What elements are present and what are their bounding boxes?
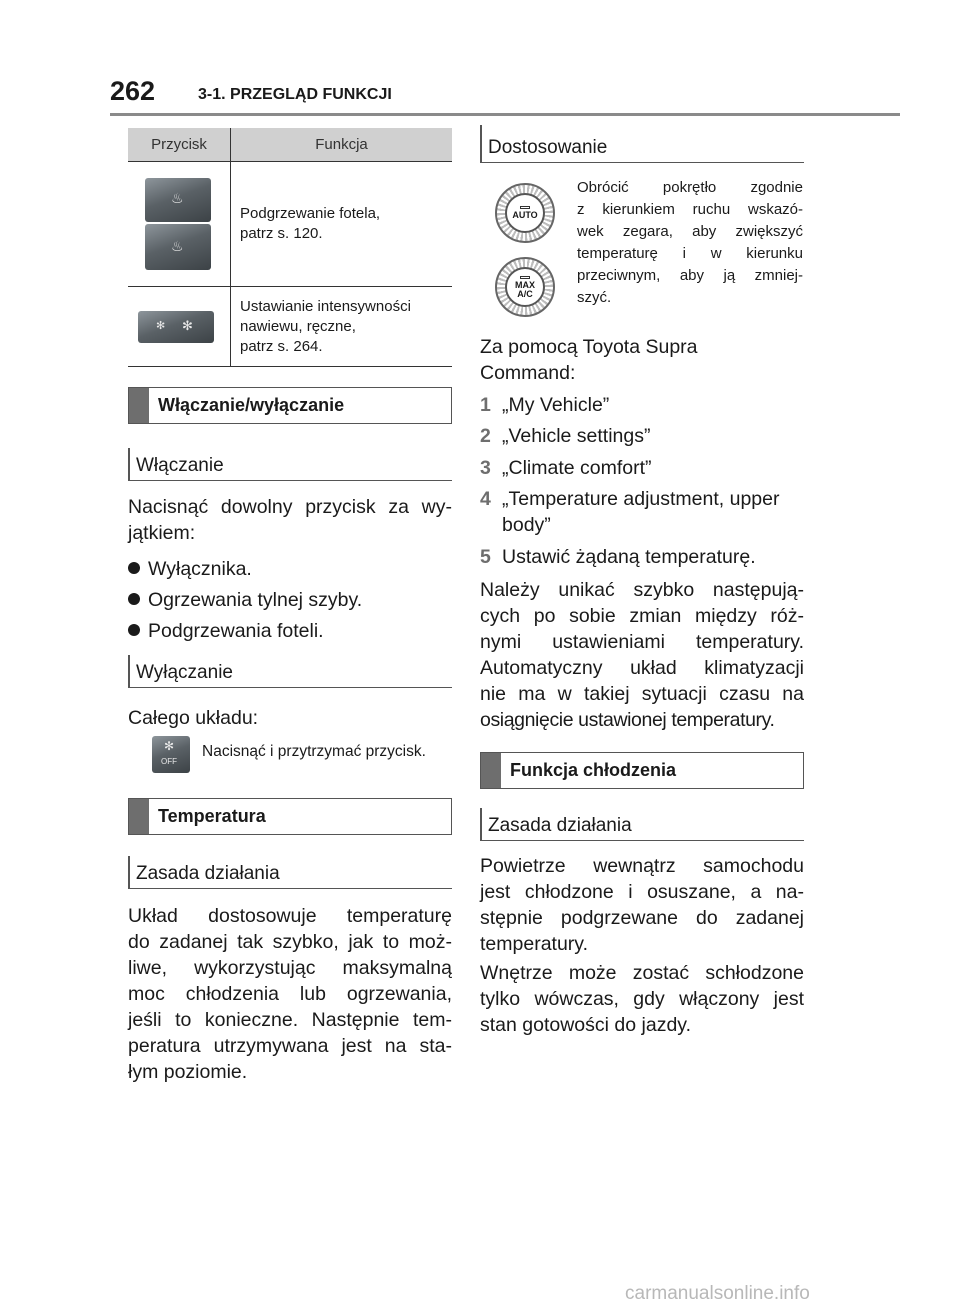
text-line: jeśli to konieczne. Następnie tem- xyxy=(128,1009,452,1031)
text-line: jest chłodzone i osuszane, a na- xyxy=(480,881,804,903)
row2-text-line2: nawiewu, ręczne, xyxy=(240,317,356,335)
seat-heat-icon: ♨ xyxy=(171,238,184,254)
step-text: „Temperature adjustment, upper xyxy=(502,488,780,510)
row1-text-line2: patrz s. 120. xyxy=(240,225,323,242)
ac-label: A/C xyxy=(517,288,533,299)
text-line: cych po sobie zmian między róż- xyxy=(480,605,804,627)
step-item xyxy=(480,455,652,481)
table-header-button: Przycisk xyxy=(128,128,231,161)
led-indicator xyxy=(520,276,530,279)
off-subheading: Wyłączanie xyxy=(128,655,452,688)
adjust-subheading: Dostosowanie xyxy=(480,125,804,163)
heading-bar xyxy=(481,753,501,788)
temperature-heading xyxy=(128,798,452,835)
auto-label: AUTO xyxy=(512,210,538,220)
bullet-dot xyxy=(128,593,140,605)
onoff-heading-text: Włączanie/wyłączanie xyxy=(158,395,345,415)
on-line2: jątkiem: xyxy=(128,522,196,544)
on-paragraph xyxy=(128,494,452,546)
text-line: Powietrze wewnątrz samochodu xyxy=(480,855,804,877)
led-indicator xyxy=(520,206,530,209)
step-text: „Climate comfort” xyxy=(502,457,652,479)
step-number: 2 xyxy=(480,425,491,447)
text-line: łym poziomie. xyxy=(128,1061,248,1083)
bullet-item xyxy=(128,587,362,613)
table-row xyxy=(128,162,452,287)
text-line: tylko wówczas, gdy włączony jest xyxy=(480,988,804,1010)
step-text-continued: body” xyxy=(502,514,551,536)
temperature-heading-text: Temperatura xyxy=(158,806,266,826)
bullet-text: Podgrzewania foteli. xyxy=(148,620,324,642)
text-line: przeciwnym, aby ją zmniej- xyxy=(577,267,803,284)
fan-icon: ✻ xyxy=(164,739,175,753)
cooling-paragraph-2 xyxy=(480,960,804,1038)
section-title: 3-1. PRZEGLĄD FUNKCJI xyxy=(198,86,392,103)
text-line: temperaturę i w kierunku xyxy=(577,245,803,262)
text-line: do zadanej tak szybko, jak to moż- xyxy=(128,931,452,953)
step-item xyxy=(480,423,651,449)
text-line: Automatyczny układ klimatyzacji xyxy=(480,657,804,679)
cooling-subheading: Zasada działania xyxy=(480,808,804,841)
max-ac-knob-image xyxy=(495,257,555,317)
max-ac-knob-center xyxy=(505,267,545,307)
step-item xyxy=(480,544,756,570)
text-line: temperatury. xyxy=(480,933,589,955)
heading-bar xyxy=(129,388,149,423)
step-text: „Vehicle settings” xyxy=(502,425,651,447)
knob-description xyxy=(577,177,803,309)
table-row xyxy=(128,287,452,367)
temperature-paragraph xyxy=(128,903,452,1085)
cooling-heading xyxy=(480,752,804,789)
text-line: liwe, wykorzystując maksymalną xyxy=(128,957,452,979)
text-line: szyć. xyxy=(577,289,612,306)
row1-text-line1: Podgrzewanie fotela, xyxy=(240,205,381,222)
on-subheading: Włączanie xyxy=(128,448,452,481)
step-number: 4 xyxy=(480,488,491,510)
seat-heat-button-lower xyxy=(145,224,211,270)
seat-heating-buttons-image xyxy=(128,162,231,286)
off-button-image xyxy=(152,736,190,773)
text-line: peratura utrzymywana jest na sta- xyxy=(128,1035,452,1057)
watermark: carmanualsonline.info xyxy=(625,1283,810,1304)
heading-bar xyxy=(129,799,149,834)
fan-intensity-button xyxy=(138,311,214,343)
fan-low-icon: ✻ xyxy=(156,320,166,332)
max-label: MAX xyxy=(515,279,535,290)
table-header xyxy=(128,128,452,162)
seat-heat-icon: ♨ xyxy=(171,190,184,206)
step-item xyxy=(480,486,779,512)
text-line: Należy unikać szybko następują- xyxy=(480,579,804,601)
button-function-table xyxy=(128,128,452,367)
text-line: Obrócić pokrętło zgodnie xyxy=(577,179,803,196)
text-line: moc chłodzenia lub ogrzewania, xyxy=(128,983,452,1005)
text-line: Za pomocą Toyota Supra xyxy=(480,336,698,358)
onoff-heading xyxy=(128,387,452,424)
cooling-heading-text: Funkcja chłodzenia xyxy=(510,760,677,780)
step-text: Ustawić żądaną temperaturę. xyxy=(502,546,756,568)
bullet-dot xyxy=(128,562,140,574)
text-line: Command: xyxy=(480,362,576,384)
step-item xyxy=(480,392,609,418)
text-line: nie ma w takiej sytuacji czasu na xyxy=(480,683,804,705)
text-line: osiągnięcie ustawionej temperatury. xyxy=(480,709,775,731)
text-line: wek zegara, aby zwiększyć xyxy=(577,223,803,240)
text-line: nymi ustawieniami temperatury. xyxy=(480,631,804,653)
off-text: Całego układu: xyxy=(128,707,259,729)
table-header-function: Funkcja xyxy=(315,136,368,153)
bullet-dot xyxy=(128,624,140,636)
text-line: Układ dostosowuje temperaturę xyxy=(128,905,452,927)
row2-text-line1: Ustawianie intensywności xyxy=(240,297,411,315)
step-text: „My Vehicle” xyxy=(502,394,610,416)
on-line1: Nacisnąć dowolny przycisk za wy- xyxy=(128,496,452,518)
auto-knob-center xyxy=(505,193,545,233)
text-line: stępnie podgrzewane do zadanej xyxy=(480,907,804,929)
step-number: 1 xyxy=(480,394,491,416)
auto-knob-image xyxy=(495,183,555,243)
row2-text-line3: patrz s. 264. xyxy=(240,337,323,355)
step-number: 5 xyxy=(480,546,491,568)
page-number: 262 xyxy=(110,76,156,106)
adjust-note xyxy=(480,577,804,733)
off-note: Nacisnąć i przytrzymać przycisk. xyxy=(202,743,426,760)
text-line: stan gotowości do jazdy. xyxy=(480,1014,692,1036)
seat-heat-button-upper xyxy=(145,178,211,222)
bullet-item xyxy=(128,556,252,582)
cooling-paragraph-1 xyxy=(480,853,804,957)
fan-intensity-button-image xyxy=(128,287,231,366)
bullet-item xyxy=(128,618,324,644)
bullet-text: Wyłącznika. xyxy=(148,558,252,580)
command-intro xyxy=(480,334,698,386)
header-divider xyxy=(110,113,900,116)
temperature-subheading: Zasada działania xyxy=(128,856,452,889)
fan-high-icon: ✻ xyxy=(182,318,193,333)
text-line: z kierunkiem ruchu wskazó- xyxy=(577,201,803,218)
text-line: Wnętrze może zostać schłodzone xyxy=(480,962,804,984)
off-label: OFF xyxy=(161,757,177,766)
step-number: 3 xyxy=(480,457,491,479)
bullet-text: Ogrzewania tylnej szyby. xyxy=(148,589,363,611)
